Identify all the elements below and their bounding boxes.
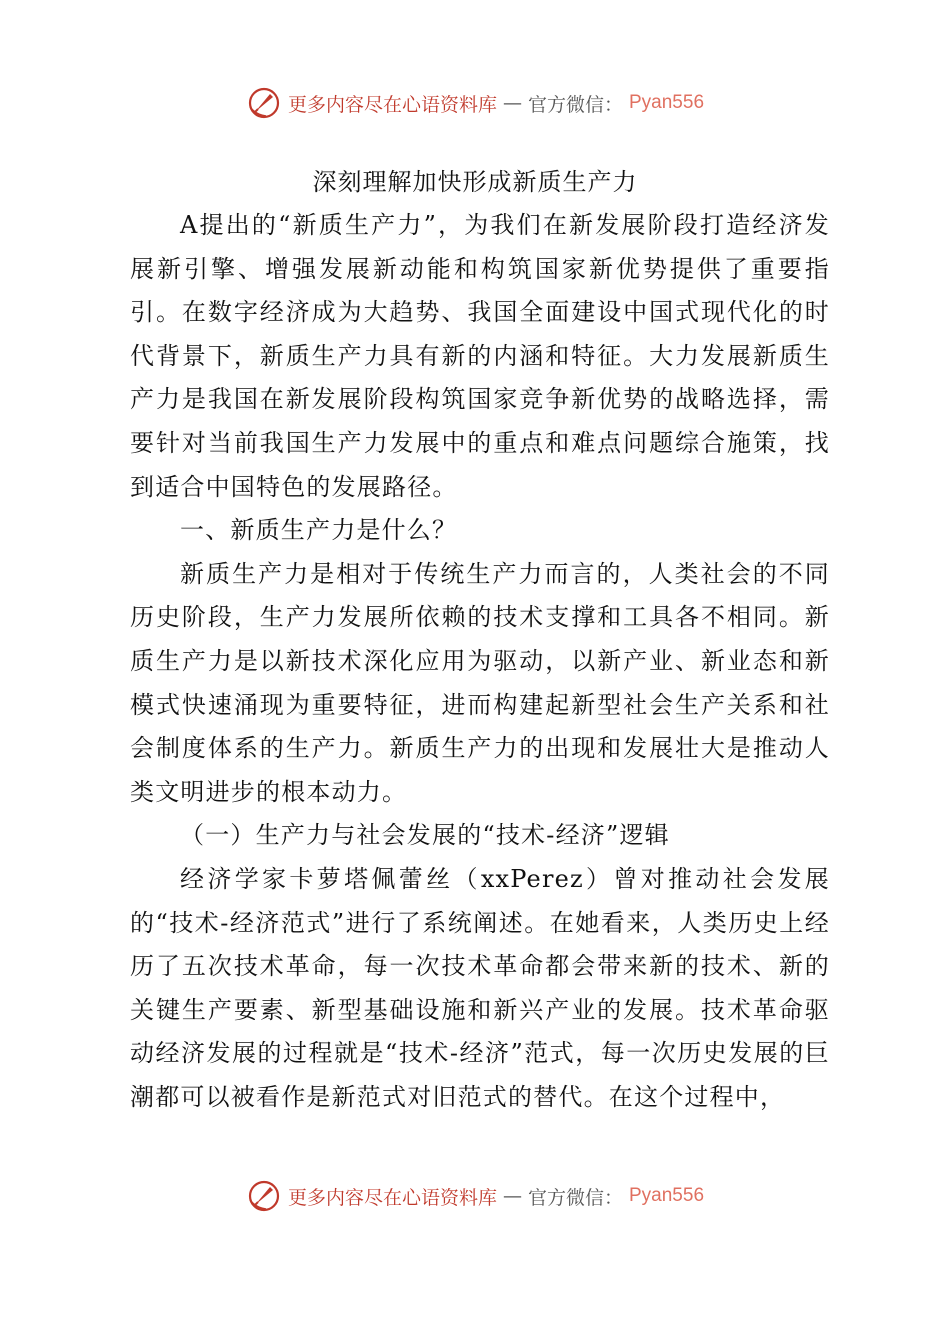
subsection-heading-1: （一）生产力与社会发展的“技术-经济”逻辑 xyxy=(180,821,670,850)
quill-pen-logo-icon xyxy=(246,85,282,121)
header-banner xyxy=(0,83,950,123)
banner-wechat-label: 官方微信： xyxy=(527,1186,623,1209)
banner-wechat-id: Pyan556 xyxy=(629,92,705,113)
paragraph-definition: 新质生产力是相对于传统生产力而言的，人类社会的不同历史阶段，生产力发展所依赖的技术支撑和工具各不相同。新质生产力是以新技术深化应用为驱动，以新产业、新业态和新模式快速涌现为重要特征，进而构建起新型社会生产关系和社会制度体系的生产力。新质生产力的出现和发展壮大是推动人类文明进步的根本动力。 xyxy=(130,559,830,806)
paragraph-intro: A提出的“新质生产力”，为我们在新发展阶段打造经济发展新引擎、增强发展新动能和构筑国家新优势提供了重要指引。在数字经济成为大趋势、我国全面建设中国式现代化的时代背景下，新质生产力具有新的内涵和特征。大力发展新质生产力是我国在新发展阶段构筑国家竞争新优势的战略选择，需要针对当前我国生产力发展中的重点和难点问题综合施策，找到适合中国特色的发展路径。 xyxy=(130,211,830,501)
footer-banner xyxy=(0,1176,950,1216)
banner-separator: — xyxy=(502,1185,522,1207)
banner-main-text: 更多内容尽在心语资料库 xyxy=(287,1186,497,1209)
quill-pen-logo-icon xyxy=(246,1178,282,1214)
paragraph-perez: 经济学家卡萝塔佩蕾丝（xxPerez）曾对推动社会发展的“技术-经济范式”进行了系统阐述。在她看来，人类历史上经历了五次技术革命，每一次技术革命都会带来新的技术、新的关键生产要素、新型基础设施和新兴产业的发展。技术革命驱动经济发展的过程就是“技术-经济”范式，每一次历史发展的巨潮都可以被看作是新范式对旧范式的替代。在这个过程中， xyxy=(130,864,830,1111)
document-title: 深刻理解加快形成新质生产力 xyxy=(312,168,638,196)
banner-wechat-label: 官方微信： xyxy=(527,93,623,116)
section-heading-1: 一、新质生产力是什么？ xyxy=(180,516,458,545)
banner-main-text: 更多内容尽在心语资料库 xyxy=(287,93,497,116)
banner-wechat-id: Pyan556 xyxy=(629,1185,705,1206)
document-body xyxy=(130,204,830,1119)
banner-separator: — xyxy=(502,92,522,114)
